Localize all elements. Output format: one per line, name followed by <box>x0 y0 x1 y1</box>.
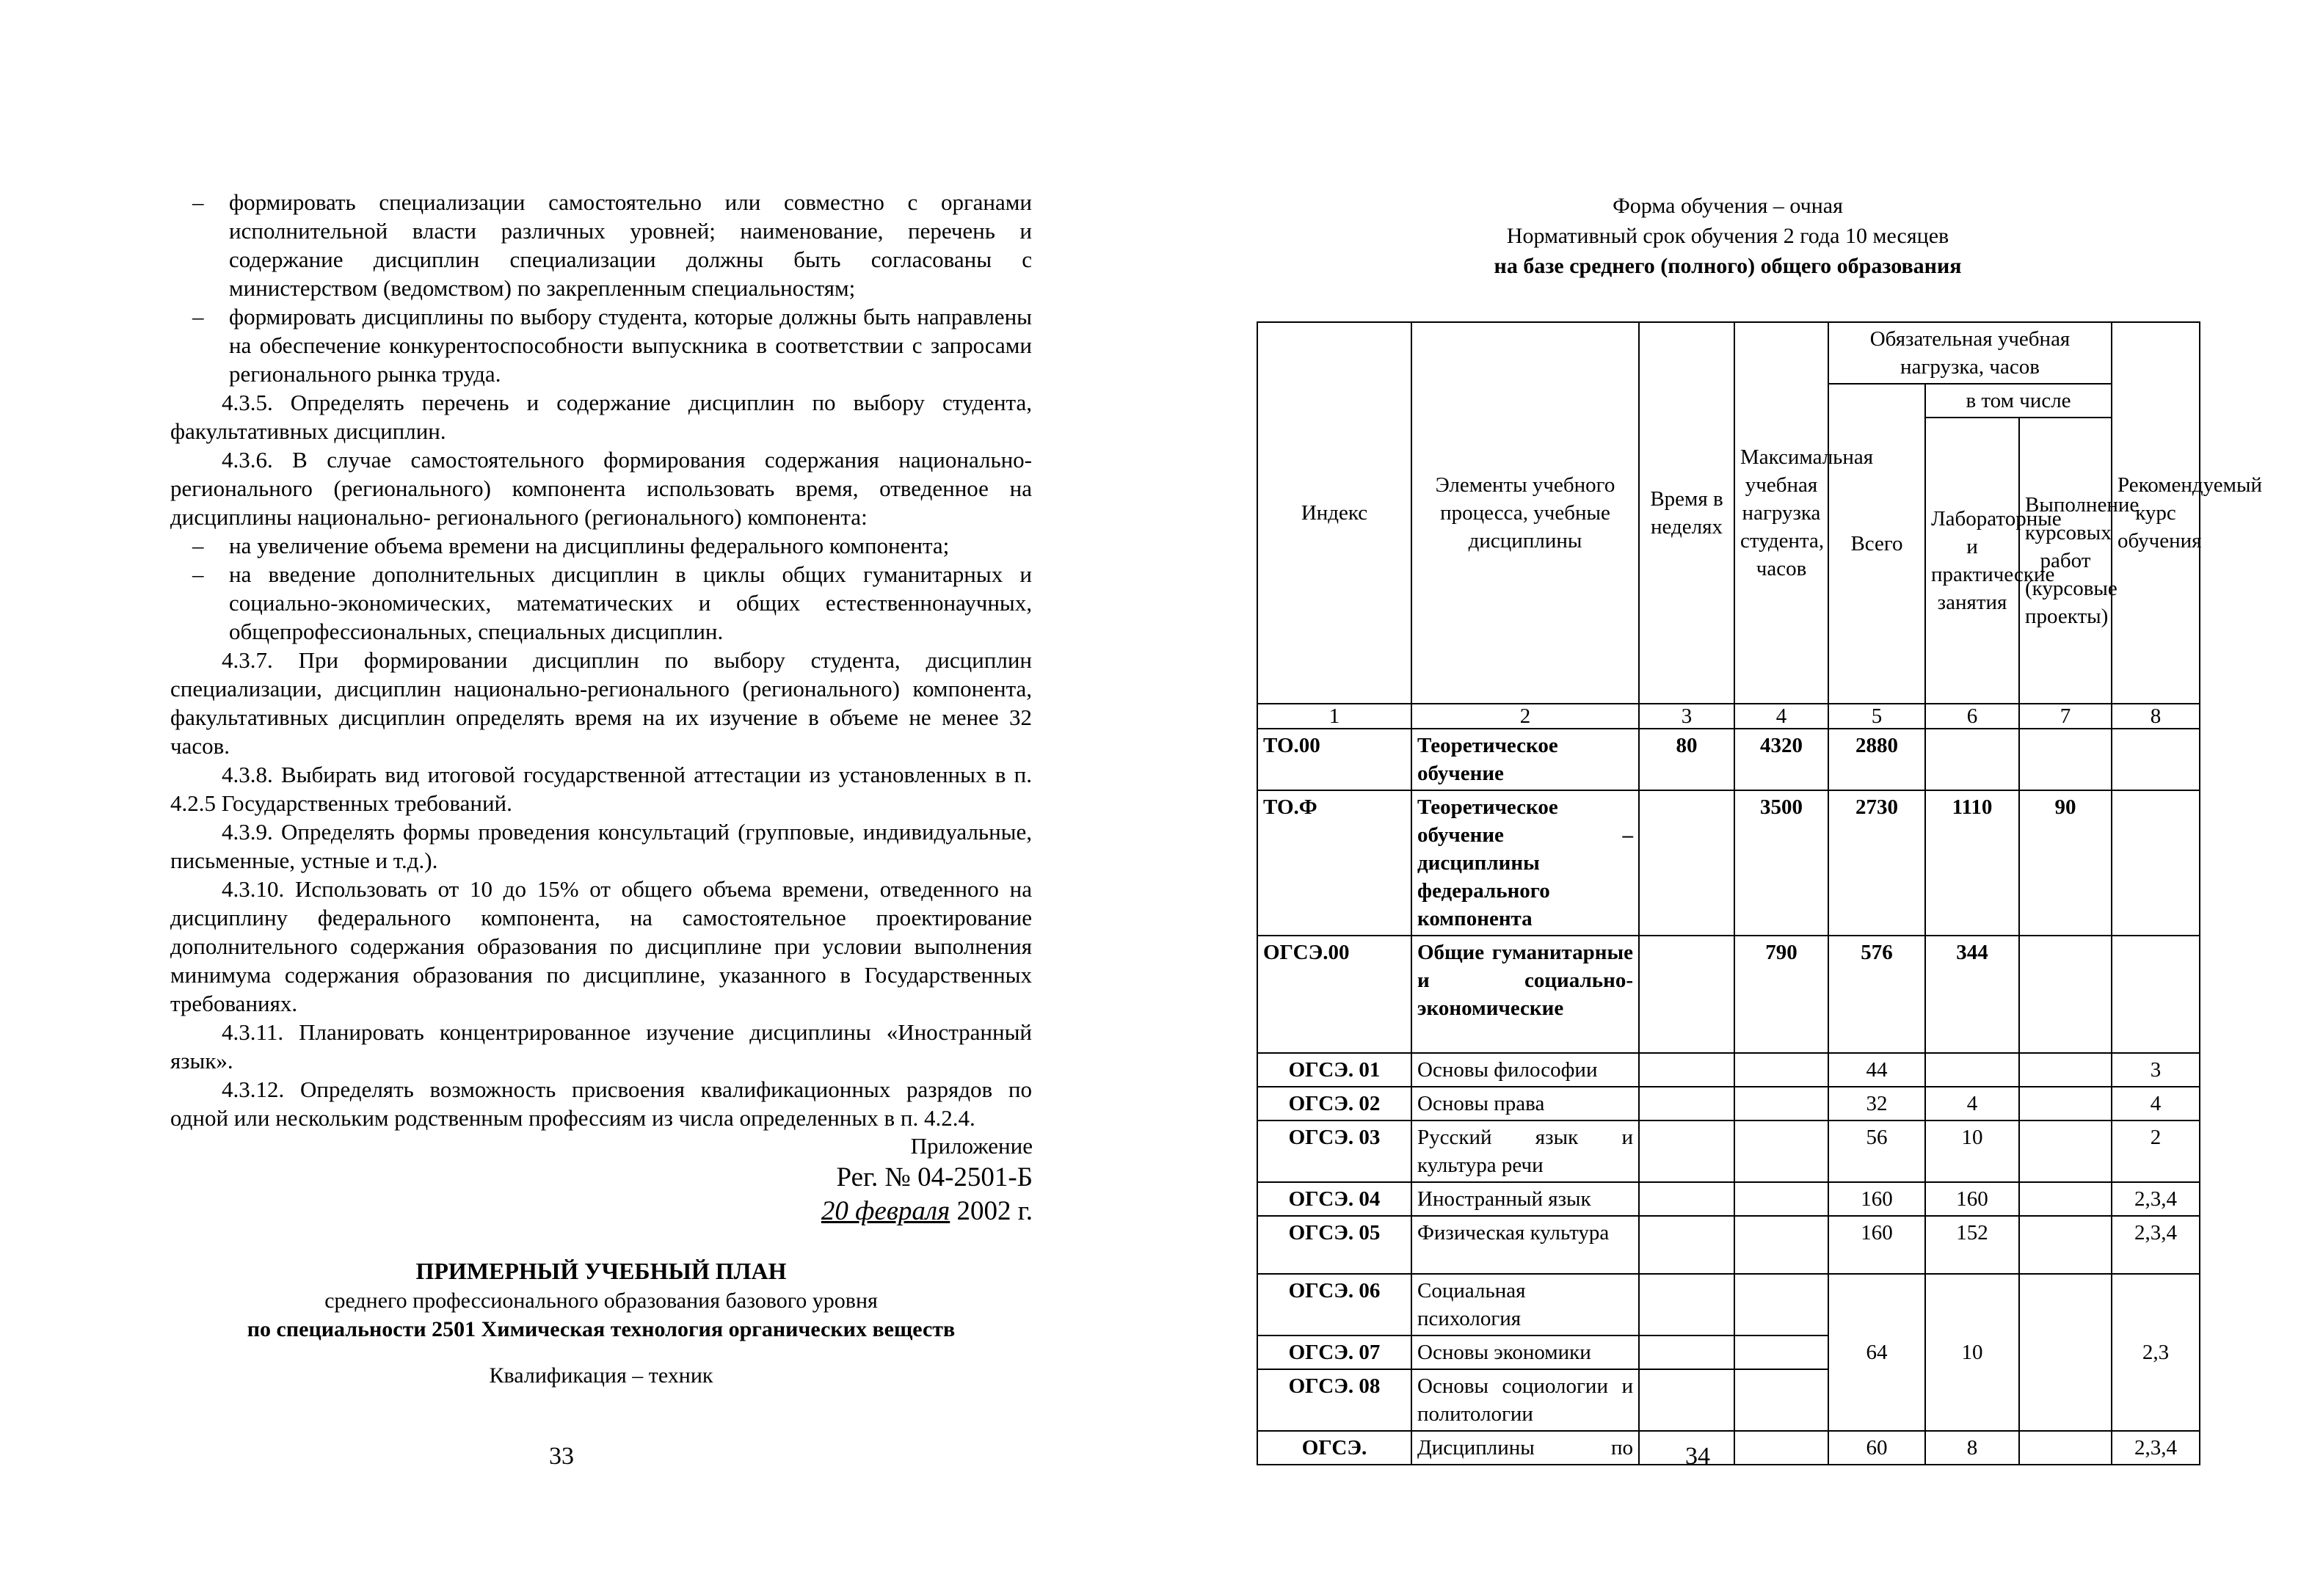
cell-coursework <box>2019 1182 2112 1216</box>
cell-course: 2,3,4 <box>2112 1182 2200 1216</box>
cell-index: ТО.Ф <box>1257 790 1411 936</box>
cell-course: 2,3 <box>2112 1274 2200 1431</box>
plan-title: ПРИМЕРНЫЙ УЧЕБНЫЙ ПЛАН <box>415 1258 787 1284</box>
table-row <box>1257 790 2200 936</box>
header-course: Рекомендуемый курс обучения <box>2112 322 2200 704</box>
col-number: 5 <box>1828 704 1925 729</box>
header-mandatory-load: Обязательная учебная нагрузка, часов <box>1828 322 2112 384</box>
cell-course <box>2112 790 2200 936</box>
cell-total: 2730 <box>1828 790 1925 936</box>
cell-index: ОГСЭ. 01 <box>1257 1053 1411 1087</box>
cell-name: Теоретическое обучение <box>1411 729 1639 790</box>
paragraph: 4.3.6. В случае самостоятельного формирования содержания национально-регионального (регионального) компонента использовать время, отведенное на дисциплины национально- регионального (регионального) компонента: <box>170 447 1032 530</box>
paragraph: 4.3.12. Определять возможность присвоения квалификационных разрядов по одной или нескольким родственным профессиям из числа определенных в п. 4.2.4. <box>170 1076 1032 1131</box>
col-number: 8 <box>2112 704 2200 729</box>
cell-name: Дисциплины по <box>1411 1431 1639 1465</box>
col-number: 2 <box>1411 704 1639 729</box>
appendix-date-day: 20 февраля <box>821 1196 950 1226</box>
paragraph: 4.3.9. Определять формы проведения консультаций (групповые, индивидуальные, письменные, устные и т.д.). <box>170 819 1032 873</box>
cell-coursework <box>2019 1431 2112 1465</box>
cell-weeks <box>1639 1087 1734 1121</box>
cell-index: ОГСЭ. 08 <box>1257 1369 1411 1431</box>
col-number: 3 <box>1639 704 1734 729</box>
page-number-right: 34 <box>1685 1443 1710 1470</box>
cell-labs: 4 <box>1925 1087 2019 1121</box>
study-form: Форма обучения – очная <box>1613 194 1843 218</box>
cell-coursework <box>2019 1087 2112 1121</box>
cell-coursework <box>2019 729 2112 790</box>
cell-index: ОГСЭ. 02 <box>1257 1087 1411 1121</box>
cell-name: Основы экономики <box>1411 1336 1639 1369</box>
cell-name: Основы социологии и политологии <box>1411 1369 1639 1431</box>
cell-total: 56 <box>1828 1121 1925 1182</box>
cell-labs: 160 <box>1925 1182 2019 1216</box>
appendix-date-year: 2002 г. <box>956 1196 1033 1226</box>
cell-name: Физическая культура <box>1411 1216 1639 1274</box>
cell-coursework <box>2019 1274 2112 1431</box>
table-row <box>1257 1053 2200 1087</box>
table-row <box>1257 1182 2200 1216</box>
curriculum-table <box>1257 321 2263 1465</box>
col-number: 1 <box>1257 704 1411 729</box>
cell-name: Иностранный язык <box>1411 1182 1639 1216</box>
cell-labs: 10 <box>1925 1121 2019 1182</box>
cell-max <box>1734 1121 1828 1182</box>
cell-course: 2 <box>2112 1121 2200 1182</box>
cell-coursework <box>2019 1053 2112 1087</box>
cell-total: 60 <box>1828 1431 1925 1465</box>
col-number: 4 <box>1734 704 1828 729</box>
table-row <box>1257 1431 2200 1465</box>
paragraph: 4.3.11. Планировать концентрированное изучение дисциплины «Иностранный язык». <box>170 1019 1032 1074</box>
cell-labs <box>1925 1053 2019 1087</box>
cell-name: Основы права <box>1411 1087 1639 1121</box>
cell-index: ОГСЭ. 04 <box>1257 1182 1411 1216</box>
study-basis: на базе среднего (полного) общего образования <box>1494 254 1962 278</box>
cell-total: 160 <box>1828 1216 1925 1274</box>
table-row <box>1257 1216 2200 1274</box>
header-elements: Элементы учебного процесса, учебные дисциплины <box>1411 322 1639 704</box>
cell-name: Общие гуманитарные и социально-экономические <box>1411 936 1639 1053</box>
cell-index: ОГСЭ.00 <box>1257 936 1411 1053</box>
cell-total: 160 <box>1828 1182 1925 1216</box>
cell-labs: 344 <box>1925 936 2019 1053</box>
cell-labs: 1110 <box>1925 790 2019 936</box>
cell-max <box>1734 1087 1828 1121</box>
cell-max: 3500 <box>1734 790 1828 936</box>
cell-course <box>2112 729 2200 790</box>
cell-index: ОГСЭ. 06 <box>1257 1274 1411 1336</box>
cell-course: 2,3,4 <box>2112 1431 2200 1465</box>
cell-index: ОГСЭ. 05 <box>1257 1216 1411 1274</box>
list-item: – формировать специализации самостоятельно или совместно с органами исполнительной власти различных уровней; наименование, перечень и содержание дисциплин специализации должны быть согласованы с министерством (ведомством) по закрепленным специальностям; <box>170 188 1032 302</box>
plan-subtitle: среднего профессионального образования базового уровня <box>324 1289 878 1313</box>
plan-specialty: по специальности 2501 Химическая технология органических веществ <box>247 1317 956 1341</box>
cell-max <box>1734 1369 1828 1431</box>
header-total: Всего <box>1828 384 1925 704</box>
registration-number: Рег. № 04-2501-Б <box>836 1162 1033 1192</box>
col-number: 6 <box>1925 704 2019 729</box>
list-item: – на увеличение объема времени на дисциплины федерального компонента; <box>170 531 1032 560</box>
cell-max <box>1734 1431 1828 1465</box>
cell-course <box>2112 936 2200 1053</box>
plan-qualification: Квалификация – техник <box>489 1363 713 1388</box>
header-max-load: Максимальная учебная нагрузка студента, часов <box>1734 322 1828 704</box>
cell-total: 576 <box>1828 936 1925 1053</box>
table-row <box>1257 936 2200 1053</box>
cell-max <box>1734 1336 1828 1369</box>
cell-labs: 152 <box>1925 1216 2019 1274</box>
cell-index: ОГСЭ. 07 <box>1257 1336 1411 1369</box>
paragraph: 4.3.5. Определять перечень и содержание дисциплин по выбору студента, факультативных дисциплин. <box>170 390 1032 444</box>
cell-weeks <box>1639 1274 1734 1336</box>
cell-total: 64 <box>1828 1274 1925 1431</box>
col-number: 7 <box>2019 704 2112 729</box>
cell-weeks <box>1639 936 1734 1053</box>
cell-max <box>1734 1182 1828 1216</box>
cell-max: 790 <box>1734 936 1828 1053</box>
cell-coursework <box>2019 936 2112 1053</box>
cell-max <box>1734 1216 1828 1274</box>
cell-labs: 10 <box>1925 1274 2019 1431</box>
cell-index: ТО.00 <box>1257 729 1411 790</box>
cell-weeks <box>1639 1053 1734 1087</box>
paragraph: 4.3.10. Использовать от 10 до 15% от общего объема времени, отведенного на дисциплину федерального компонента, на самостоятельное проектирование дополнительного содержания образования по дисциплине при условии выполнения минимума содержания образования по дисциплине, указанного в Государственных требованиях. <box>170 876 1032 1016</box>
cell-max: 4320 <box>1734 729 1828 790</box>
cell-max <box>1734 1274 1828 1336</box>
cell-course: 2,3,4 <box>2112 1216 2200 1274</box>
appendix-date <box>821 1195 1033 1228</box>
paragraph: 4.3.8. Выбирать вид итоговой государственной аттестации из установленных в п. 4.2.5 Государственных требований. <box>170 762 1032 816</box>
cell-coursework: 90 <box>2019 790 2112 936</box>
cell-course: 4 <box>2112 1087 2200 1121</box>
appendix-label: Приложение <box>910 1133 1033 1159</box>
cell-course: 3 <box>2112 1053 2200 1087</box>
header-coursework: Выполнение курсовых работ (курсовые проекты) <box>2019 418 2112 704</box>
cell-name: Основы философии <box>1411 1053 1639 1087</box>
page-number-left: 33 <box>549 1443 574 1470</box>
table-row <box>1257 1121 2200 1182</box>
table-row <box>1257 1087 2200 1121</box>
cell-weeks <box>1639 1216 1734 1274</box>
left-body-text <box>170 188 1032 1132</box>
cell-coursework <box>2019 1121 2112 1182</box>
cell-total: 32 <box>1828 1087 1925 1121</box>
header-weeks: Время в неделях <box>1639 322 1734 704</box>
cell-total: 44 <box>1828 1053 1925 1087</box>
table-row <box>1257 1274 2200 1336</box>
cell-index: ОГСЭ. <box>1257 1431 1411 1465</box>
cell-weeks <box>1639 1121 1734 1182</box>
list-item: – на введение дополнительных дисциплин в циклы общих гуманитарных и социально-экономических, математических и общих естественнонаучных, общепрофессиональных, специальных дисциплин. <box>170 560 1032 646</box>
header-index: Индекс <box>1257 322 1411 704</box>
cell-weeks <box>1639 790 1734 936</box>
cell-total: 2880 <box>1828 729 1925 790</box>
header-including: в том числе <box>1925 384 2112 418</box>
cell-name: Социальная психология <box>1411 1274 1639 1336</box>
cell-labs <box>1925 729 2019 790</box>
cell-name: Русский язык и культура речи <box>1411 1121 1639 1182</box>
cell-labs: 8 <box>1925 1431 2019 1465</box>
cell-weeks: 80 <box>1639 729 1734 790</box>
study-term: Нормативный срок обучения 2 года 10 месяцев <box>1506 224 1949 248</box>
cell-coursework <box>2019 1216 2112 1274</box>
cell-weeks <box>1639 1182 1734 1216</box>
cell-weeks <box>1639 1369 1734 1431</box>
cell-index: ОГСЭ. 03 <box>1257 1121 1411 1182</box>
table-row <box>1257 729 2200 790</box>
cell-max <box>1734 1053 1828 1087</box>
cell-name: Теоретическое обучение – дисциплины федерального компонента <box>1411 790 1639 936</box>
header-labs: Лабораторные и практические занятия <box>1925 418 2019 704</box>
list-item: – формировать дисциплины по выбору студента, которые должны быть направлены на обеспечение конкурентоспособности выпускника в соответствии с запросами регионального рынка труда. <box>170 302 1032 388</box>
cell-weeks <box>1639 1336 1734 1369</box>
paragraph: 4.3.7. При формировании дисциплин по выбору студента, дисциплин специализации, дисциплин национально-регионального (регионального) компонента, факультативных дисциплин определять время на их изучение в объеме не менее 32 часов. <box>170 647 1032 759</box>
appendix-block <box>821 1132 1033 1228</box>
